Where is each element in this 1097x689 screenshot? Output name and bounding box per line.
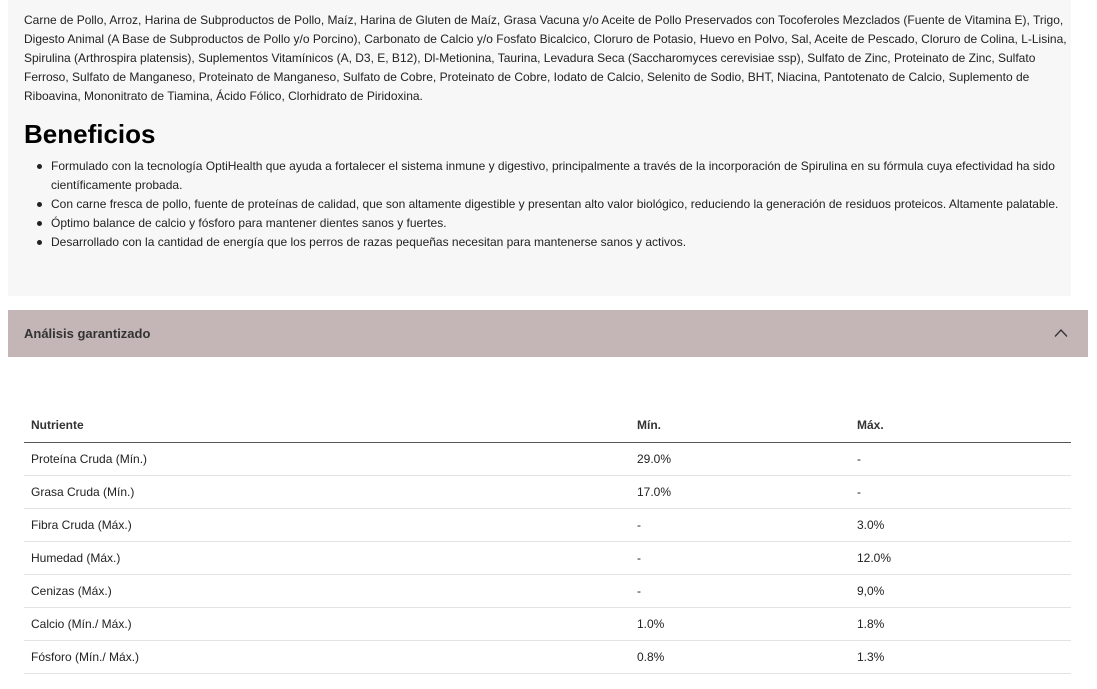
nutrient-name: Fibra Cruda (Máx.) <box>24 508 630 541</box>
nutrient-max: 12.0% <box>850 541 1071 574</box>
nutrient-table <box>24 409 1071 674</box>
table-row <box>24 442 1071 475</box>
header-nutrient: Nutriente <box>24 409 630 442</box>
nutrient-max: 1.8% <box>850 607 1071 640</box>
benefits-list <box>51 157 1073 252</box>
guaranteed-analysis-accordion-toggle[interactable] <box>8 310 1088 357</box>
nutrient-name: Calcio (Mín./ Máx.) <box>24 607 630 640</box>
benefit-item: Con carne fresca de pollo, fuente de proteínas de calidad, que son altamente digestible y presentan alto valor biológico, reduciendo la generación de residuos proteicos. Altamente palatable. <box>51 195 1073 214</box>
table-row <box>24 541 1071 574</box>
table-row <box>24 475 1071 508</box>
nutrient-min: - <box>630 574 850 607</box>
ingredients-text: Carne de Pollo, Arroz, Harina de Subproductos de Pollo, Maíz, Harina de Gluten de Maíz, Grasa Vacuna y/o Aceite de Pollo Preservados con Tocoferoles Mezclados (Fuente de Vitamina E), Trigo, Digesto Animal (A Base de Subproductos de Pollo y/o Porcino), Carbonato de Calcio y/o Fosfato Bicalcico, Cloruro de Potasio, Huevo en Polvo, Sal, Aceite de Pescado, Cloruro de Colina, L-Lisina, Spirulina (Arthrospira platensis), Suplementos Vitamínicos (A, D3, E, B12), Dl-Metionina, Taurina, Levadura Seca (Saccharomyces cerevisiae ssp), Sulfato de Zinc, Proteinato de Zinc, Sulfato Ferroso, Sulfato de Manganeso, Proteinato de Manganeso, Sulfato de Cobre, Proteinato de Cobre, Iodato de Calcio, Selenito de Sodio, BHT, Niacina, Pantotenato de Calcio, Suplemento de Riboavina, Mononitrato de Tiamina, Ácido Fólico, Clorhidrato de Piridoxina. <box>24 13 1067 103</box>
nutrient-min: 29.0% <box>630 442 850 475</box>
benefit-item: Óptimo balance de calcio y fósforo para mantener dientes sanos y fuertes. <box>51 214 1073 233</box>
nutrient-max: 9,0% <box>850 574 1071 607</box>
nutrient-min: - <box>630 508 850 541</box>
chevron-up-icon <box>1054 328 1068 338</box>
accordion-title: Análisis garantizado <box>24 326 151 341</box>
nutrient-min: - <box>630 541 850 574</box>
nutrient-name: Proteína Cruda (Mín.) <box>24 442 630 475</box>
nutrient-name: Fósforo (Mín./ Máx.) <box>24 640 630 673</box>
benefit-item: Formulado con la tecnología OptiHealth que ayuda a fortalecer el sistema inmune y digestivo, principalmente a través de la incorporación de Spirulina en su fórmula cuya efectividad ha sido científicamente probada. <box>51 157 1073 195</box>
nutrient-min: 17.0% <box>630 475 850 508</box>
nutrient-max: 1.3% <box>850 640 1071 673</box>
nutrient-min: 0.8% <box>630 640 850 673</box>
table-row <box>24 508 1071 541</box>
benefit-item: Desarrollado con la cantidad de energía que los perros de razas pequeñas necesitan para mantenerse sanos y activos. <box>51 233 1073 252</box>
nutrient-name: Humedad (Máx.) <box>24 541 630 574</box>
table-row <box>24 640 1071 673</box>
table-row <box>24 574 1071 607</box>
benefits-heading: Beneficios <box>24 119 156 149</box>
nutrient-max: 3.0% <box>850 508 1071 541</box>
nutrient-min: 1.0% <box>630 607 850 640</box>
header-max: Máx. <box>850 409 1071 442</box>
table-header-row <box>24 409 1071 442</box>
nutrient-name: Grasa Cruda (Mín.) <box>24 475 630 508</box>
nutrient-max: - <box>850 475 1071 508</box>
nutrient-name: Cenizas (Máx.) <box>24 574 630 607</box>
header-min: Mín. <box>630 409 850 442</box>
nutrient-max: - <box>850 442 1071 475</box>
table-row <box>24 607 1071 640</box>
